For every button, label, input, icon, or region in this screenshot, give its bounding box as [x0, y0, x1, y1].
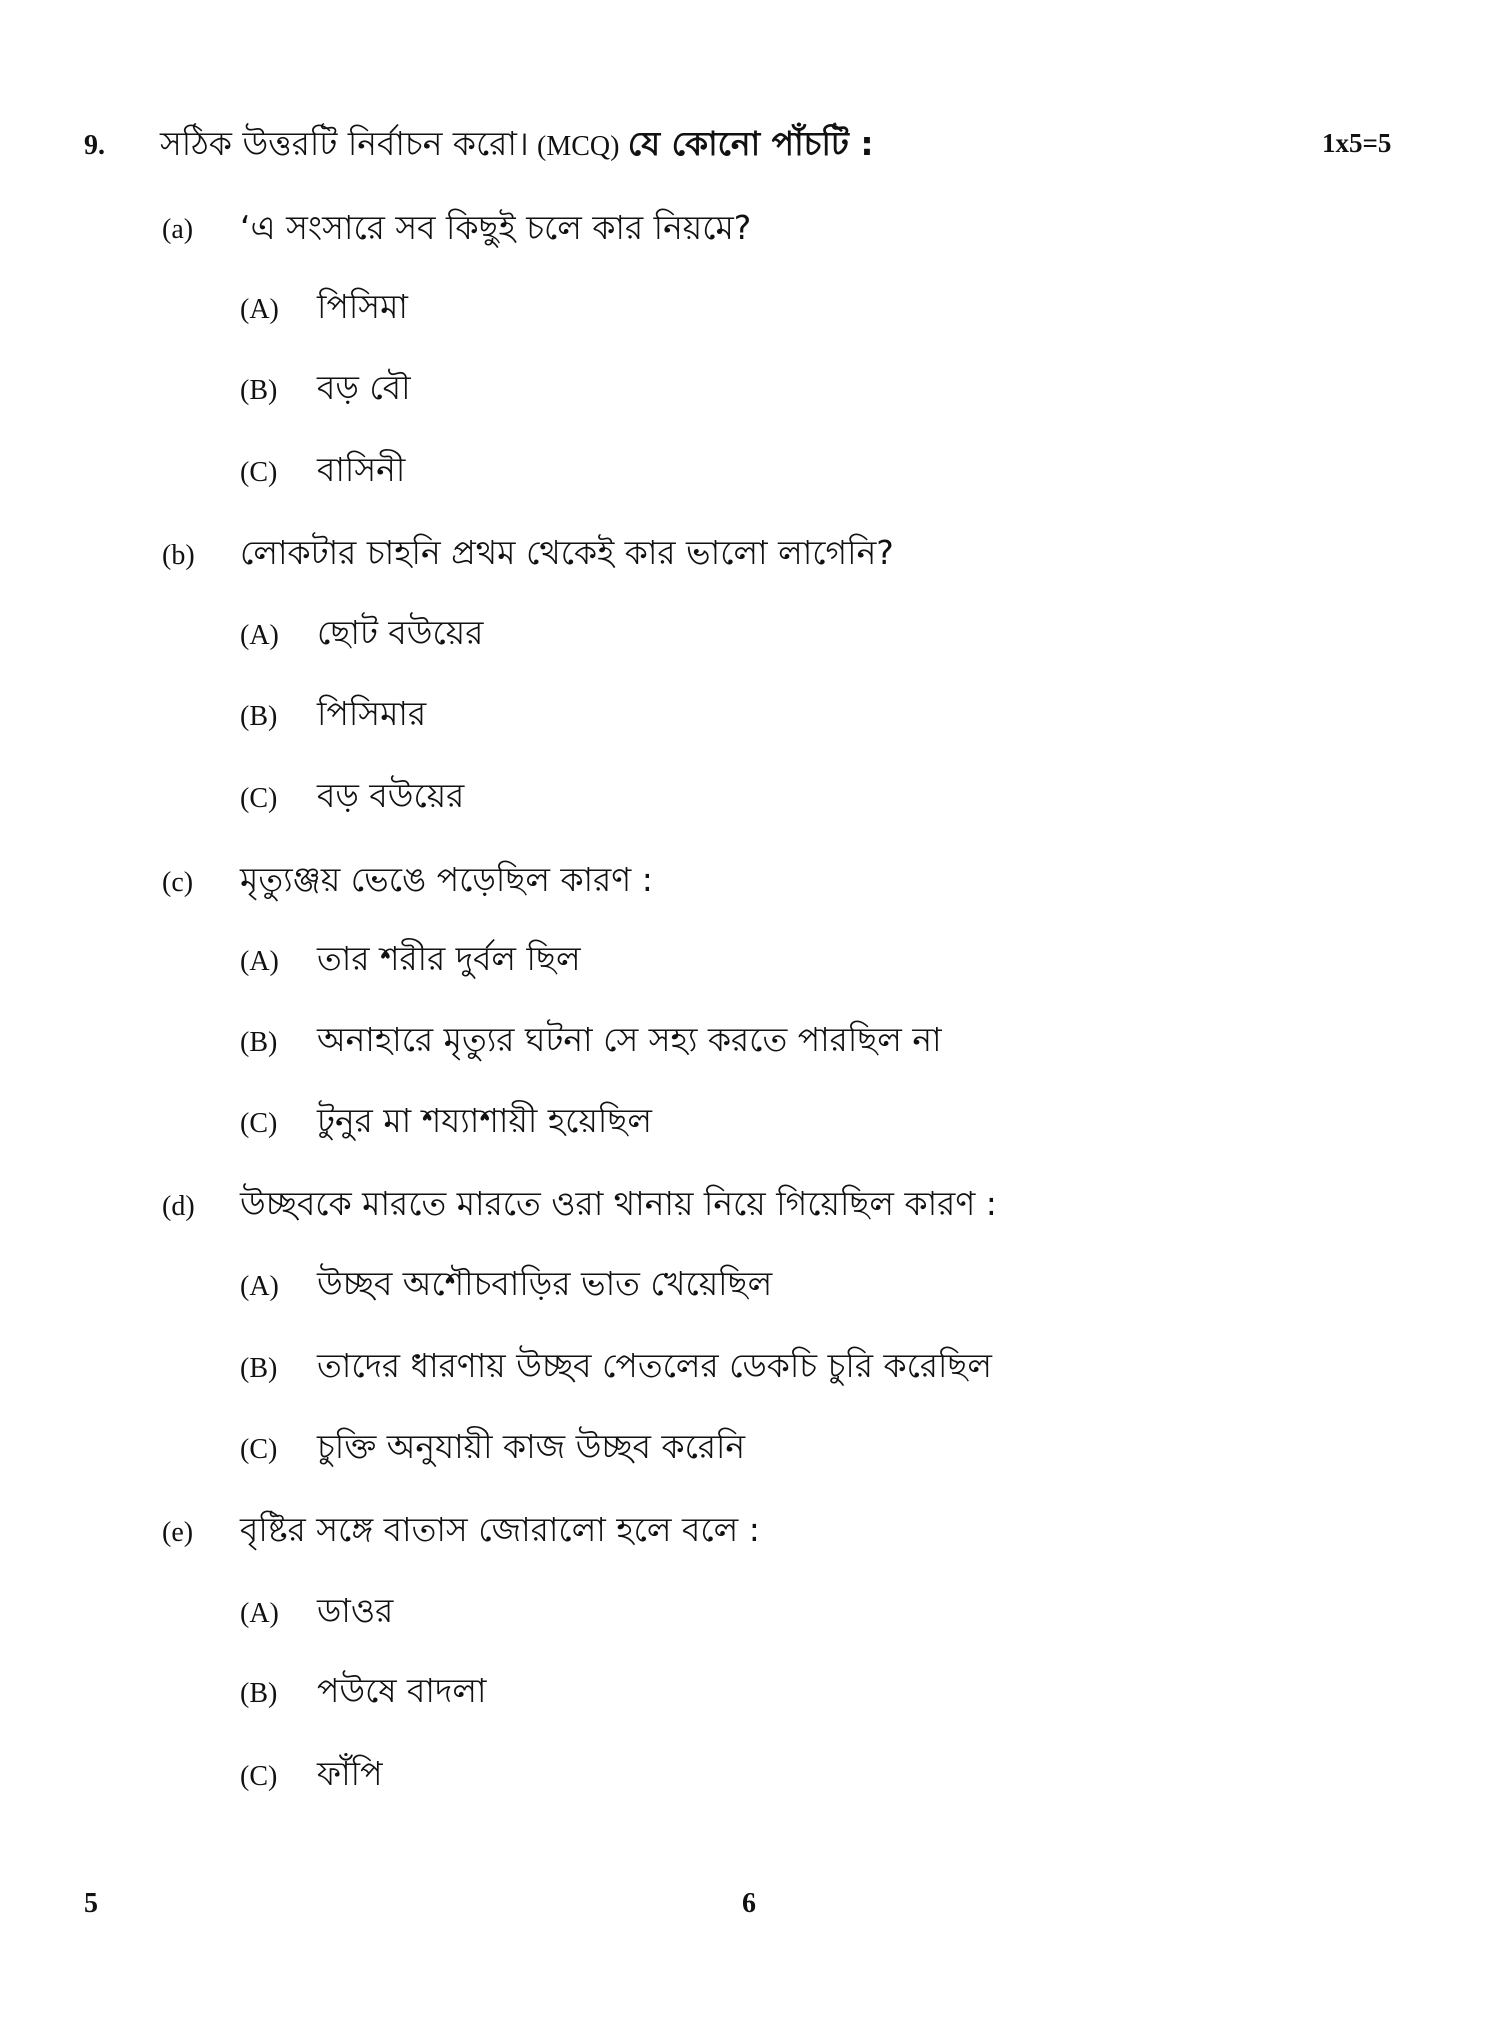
- question-instruction: [160, 124, 874, 163]
- option-label: (A): [240, 1598, 279, 1629]
- option-text: বাসিনী: [317, 450, 406, 489]
- option-text: অনাহারে মৃত্যুর ঘটনা সে সহ্য করতে পারছিল না: [317, 1020, 942, 1059]
- option-text: ছোট বউয়ের: [317, 613, 484, 652]
- subquestion-text: লোকটার চাহনি প্রথম থেকেই কার ভালো লাগেনি?: [240, 533, 894, 572]
- option-label: (A): [240, 946, 279, 977]
- subquestion-label: (d): [162, 1191, 195, 1222]
- subquestion-label: (c): [162, 867, 194, 898]
- option-text: পিসিমা: [317, 287, 408, 326]
- instruction-text: সঠিক উত্তরটি নির্বাচন করো।: [160, 124, 529, 163]
- subquestion-text: উচ্ছবকে মারতে মারতে ওরা থানায় নিয়ে গিয়েছিল কারণ :: [240, 1184, 997, 1223]
- option-text: বড় বউয়ের: [317, 776, 465, 815]
- page-number: 6: [742, 1888, 756, 1919]
- option-text: তার শরীর দুর্বল ছিল: [317, 939, 581, 978]
- option-text: চুক্তি অনুযায়ী কাজ উচ্ছব করেনি: [317, 1427, 746, 1466]
- option-label: (A): [240, 620, 279, 651]
- option-label: (C): [240, 1761, 278, 1792]
- option-text: টুনুর মা শয্যাশায়ী হয়েছিল: [317, 1101, 652, 1140]
- question-number: 9.: [84, 130, 105, 161]
- footer-left-number: 5: [84, 1888, 98, 1919]
- option-text: পউষে বাদলা: [317, 1671, 487, 1710]
- option-label: (C): [240, 1108, 278, 1139]
- marks-label: 1x5=5: [1322, 128, 1392, 158]
- option-label: (B): [240, 375, 278, 406]
- option-text: উচ্ছব অশৌচবাড়ির ভাত খেয়েছিল: [317, 1264, 773, 1303]
- subquestion-label: (b): [162, 540, 195, 571]
- subquestion-text: মৃত্যুঞ্জয় ভেঙে পড়েছিল কারণ :: [240, 860, 653, 899]
- option-text: ডাওর: [317, 1591, 394, 1630]
- option-text: ফাঁপি: [317, 1754, 383, 1793]
- option-label: (B): [240, 1353, 278, 1384]
- option-label: (A): [240, 1271, 279, 1302]
- option-label: (B): [240, 701, 278, 732]
- option-text: তাদের ধারণায় উচ্ছব পেতলের ডেকচি চুরি করেছিল: [317, 1346, 993, 1385]
- instruction-bold: যে কোনো পাঁচটি :: [627, 124, 874, 163]
- option-text: বড় বৌ: [317, 368, 411, 407]
- option-label: (C): [240, 783, 278, 814]
- subquestion-label: (e): [162, 1517, 194, 1548]
- subquestion-text: ‘এ সংসারে সব কিছুই চলে কার নিয়মে?: [240, 208, 752, 247]
- option-label: (B): [240, 1678, 278, 1709]
- option-label: (C): [240, 1434, 278, 1465]
- option-text: পিসিমার: [317, 694, 427, 733]
- instruction-tag: (MCQ): [537, 131, 620, 162]
- option-label: (A): [240, 294, 279, 325]
- subquestion-label: (a): [162, 214, 194, 245]
- option-label: (B): [240, 1027, 278, 1058]
- subquestion-text: বৃষ্টির সঙ্গে বাতাস জোরালো হলে বলে :: [240, 1510, 760, 1549]
- option-label: (C): [240, 457, 278, 488]
